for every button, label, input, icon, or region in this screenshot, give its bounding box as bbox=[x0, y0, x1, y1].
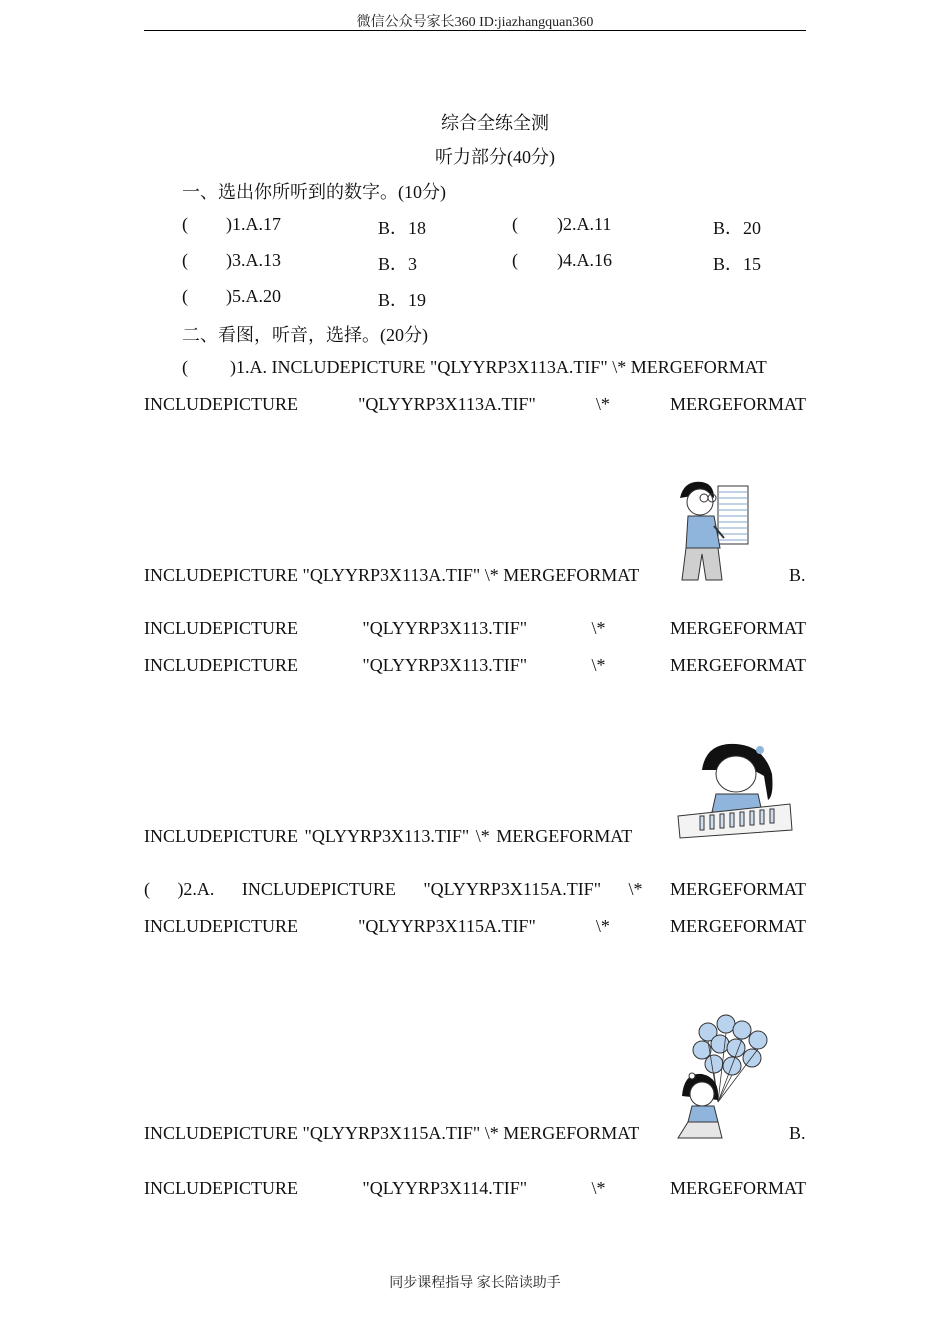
q1-option-a-line: )1.A. INCLUDEPICTURE "QLYYRP3X113A.TIF" \* MERGEFORMAT bbox=[230, 357, 767, 377]
girl-with-balloons-image bbox=[674, 1010, 770, 1140]
question-option-a: )2.A.11 bbox=[557, 214, 612, 234]
q2-option-b-label: B. bbox=[789, 1123, 806, 1143]
answer-paren[interactable]: ( bbox=[182, 250, 188, 270]
page-subtitle: 听力部分(40分) bbox=[435, 147, 555, 167]
question-option-a: )4.A.16 bbox=[557, 250, 612, 270]
section2-heading: 二、看图，听音，选择。(20分) bbox=[182, 325, 428, 345]
q2-option-a-line: ( )2.A. INCLUDEPICTURE "QLYYRP3X115A.TIF" \* MERGEFORMAT bbox=[144, 879, 806, 899]
q1-field-code-line: INCLUDEPICTURE "QLYYRP3X113.TIF" \* MERGEFORMAT bbox=[144, 618, 806, 638]
question-option-b: B．15 bbox=[713, 254, 762, 274]
q1-field-code-line: INCLUDEPICTURE "QLYYRP3X113A.TIF" \* MERGEFORMAT bbox=[144, 394, 806, 414]
answer-paren[interactable]: ( bbox=[182, 214, 188, 234]
page-header: 微信公众号家长360 ID:jiazhangquan360 bbox=[356, 15, 594, 30]
question-option-a: )3.A.13 bbox=[226, 250, 281, 270]
question-option-b: B．18 bbox=[378, 218, 427, 238]
question-option-a: )5.A.20 bbox=[226, 286, 281, 306]
page-title: 综合全练全测 bbox=[441, 113, 549, 133]
q1-option-b-label: B. bbox=[789, 565, 806, 585]
q2-field-code-line: INCLUDEPICTURE "QLYYRP3X114.TIF" \* MERGEFORMAT bbox=[144, 1178, 806, 1198]
question-option-b: B．20 bbox=[713, 218, 762, 238]
q2-field-code-line: INCLUDEPICTURE "QLYYRP3X115A.TIF" \* MERGEFORMAT bbox=[144, 916, 806, 936]
question-option-b: B．19 bbox=[378, 290, 427, 310]
question-option-b: B．3 bbox=[378, 254, 418, 274]
page-footer: 同步课程指导 家长陪读助手 bbox=[389, 1276, 561, 1291]
header-divider bbox=[144, 30, 806, 31]
girl-with-pencils-image bbox=[672, 740, 794, 842]
answer-paren[interactable]: ( bbox=[144, 879, 150, 899]
section1-heading: 一、选出你所听到的数字。(10分) bbox=[182, 182, 446, 202]
q2-field-code-line: INCLUDEPICTURE "QLYYRP3X115A.TIF" \* MERGEFORMAT bbox=[144, 1123, 640, 1143]
answer-paren[interactable]: ( bbox=[182, 357, 188, 377]
q1-field-code-line: INCLUDEPICTURE "QLYYRP3X113A.TIF" \* MERGEFORMAT bbox=[144, 565, 640, 585]
answer-paren[interactable]: ( bbox=[512, 250, 518, 270]
question-option-a: )1.A.17 bbox=[226, 214, 281, 234]
q1-field-code-line: INCLUDEPICTURE "QLYYRP3X113.TIF" \* MERGEFORMAT bbox=[144, 826, 633, 846]
q1-field-code-line: INCLUDEPICTURE "QLYYRP3X113.TIF" \* MERGEFORMAT bbox=[144, 655, 806, 675]
boy-carrying-books-image bbox=[674, 476, 754, 582]
answer-paren[interactable]: ( bbox=[182, 286, 188, 306]
answer-paren[interactable]: ( bbox=[512, 214, 518, 234]
